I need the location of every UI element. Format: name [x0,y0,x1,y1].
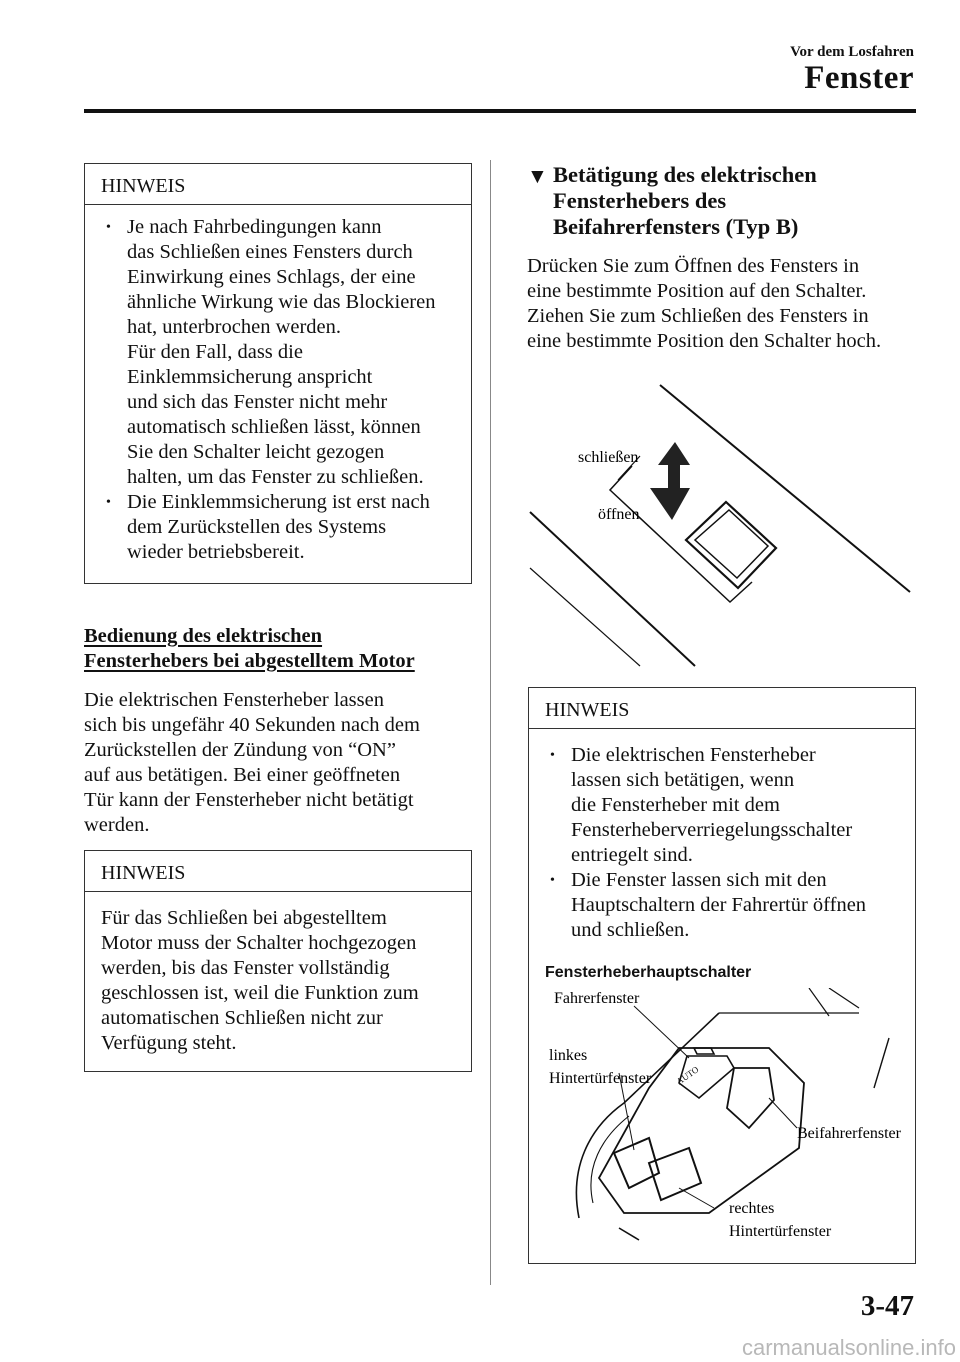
body-paragraph [84,688,484,838]
note-box-3 [528,687,916,1264]
text-line: auf aus betätigen. Bei einer geöffneten [84,764,401,786]
text-line: • Die Fenster lassen sich mit den [571,869,827,891]
label-passenger-window: Beifahrerfenster [797,1125,901,1142]
label-rear-right-1: rechtes [729,1200,775,1217]
figure-title: Fensterheberhauptschalter [545,964,752,981]
text-line: das Schließen eines Fensters durch [127,241,413,263]
text-line: Für den Fall, dass die [127,341,303,363]
text-line: Fensterheberverriegelungsschalter [571,819,853,841]
text-line: Sie den Schalter leicht gezogen [127,441,385,463]
text-line: lassen sich betätigen, wenn [571,769,795,791]
body-paragraph [527,254,927,354]
text-line: automatischen Schließen nicht zur [101,1007,383,1029]
watermark: carmanualsonline.info [741,1335,956,1360]
note-box-1 [84,163,472,584]
text-line: Hauptschaltern der Fahrertür öffnen [571,894,867,916]
armrest-edge [874,1038,889,1088]
up-down-arrow-icon [650,442,690,520]
text-line: eine bestimmte Position auf den Schalter. [527,280,867,302]
triangle-marker-icon: ▼ [527,164,548,188]
armrest-edge [809,988,829,1016]
rear-left-switch [614,1138,659,1188]
note-body [85,205,471,575]
note-title: HINWEIS [85,164,471,205]
heading-line: Fensterhebers des [553,188,727,213]
page-number: 3-47 [860,1290,914,1322]
leader-line [769,1098,797,1128]
text-line: geschlossen ist, weil die Funktion zum [101,982,419,1004]
text-line: Die elektrischen Fensterheber lassen [84,689,384,711]
text-line: und schließen. [571,919,690,941]
note-box-2 [84,850,472,1072]
leader-line [679,1188,714,1208]
note-title: HINWEIS [529,688,915,729]
door-panel-edge-line [660,385,910,592]
text-line: eine bestimmte Position den Schalter hoch. [527,330,882,352]
header-rule [84,109,916,113]
text-line: die Fensterheber mit dem [571,794,780,816]
master-switch-illustration [529,988,915,1263]
label-rear-left-1: linkes [549,1047,588,1064]
heading-line: Fensterhebers bei abgestelltem Motor [84,650,415,672]
text-line: • Die Einklemmsicherung ist erst nach [127,491,430,513]
text-line: wieder betriebsbereit. [127,541,305,563]
lock-switch [694,1048,714,1054]
page-title: Fenster [804,60,914,96]
text-line: sich bis ungefähr 40 Sekunden nach dem [84,714,420,736]
text-line: Verfügung steht. [101,1032,237,1054]
text-line: Drücken Sie zum Öffnen des Fensters in [527,255,860,277]
note-title: HINWEIS [85,851,471,892]
column-divider [490,160,491,1285]
armrest-edge [576,1013,719,1218]
subsection-heading [527,162,917,240]
door-panel-edge-line [530,512,695,666]
label-open: öffnen [598,506,640,523]
note-bullet [545,743,905,868]
text-line: Tür kann der Fensterheber nicht betätigt [84,789,414,811]
text-line: Ziehen Sie zum Schließen des Fensters in [527,305,869,327]
note-bullet [545,868,905,943]
text-line: Motor muss der Schalter hochgezogen [101,932,417,954]
note-bullet [101,490,461,565]
armrest-edge [619,1228,639,1240]
text-line: automatisch schließen lässt, können [127,416,421,438]
text-line: werden. [84,814,150,836]
label-rear-right-2: Hintertürfenster [729,1223,832,1240]
heading-line: Bedienung des elektrischen [84,625,323,647]
note-body [529,729,915,953]
text-line: Einwirkung eines Schlags, der eine [127,266,416,288]
label-rear-left-2: Hintertürfenster [549,1070,652,1087]
text-line: werden, bis das Fenster vollständig [101,957,390,979]
text-line: Einklemmsicherung anspricht [127,366,373,388]
passenger-switch [727,1068,774,1128]
auto-label: AUTO [674,1064,701,1087]
label-driver-window: Fahrerfenster [554,990,640,1007]
text-line: • Je nach Fahrbedingungen kann [127,216,382,238]
heading-line: Betätigung des elektrischen [553,162,817,187]
text-line: ähnliche Wirkung wie das Blockieren [127,291,436,313]
note-bullet [101,215,461,490]
passenger-switch-illustration [520,370,920,670]
note-body [85,892,471,1066]
armrest-edge [829,988,859,1008]
text-line: • Die elektrischen Fensterheber [571,744,816,766]
door-panel-edge-line [530,568,640,666]
text-line: Zurückstellen der Zündung von “ON” [84,739,396,761]
text-line: dem Zurückstellen des Systems [127,516,387,538]
text-line: halten, um das Fenster zu schließen. [127,466,424,488]
text-line: Für das Schließen bei abgestelltem [101,907,387,929]
label-close: schließen [578,449,639,466]
section-title: Vor dem Losfahren [790,44,914,60]
text-line: hat, unterbrochen werden. [127,316,342,338]
section-heading [84,624,474,674]
leader-line [634,1006,689,1058]
text-line: und sich das Fenster nicht mehr [127,391,388,413]
text-line: entriegelt sind. [571,844,693,866]
heading-line: Beifahrerfensters (Typ B) [553,214,799,239]
